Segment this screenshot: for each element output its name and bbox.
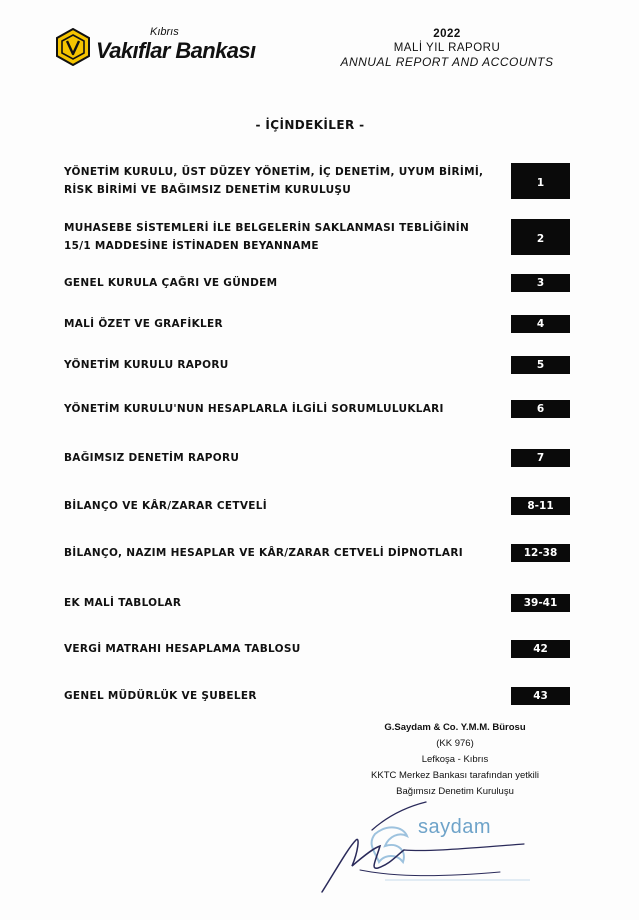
report-title-en: ANNUAL REPORT AND ACCOUNTS <box>340 55 554 69</box>
auditor-block <box>340 720 570 800</box>
toc-item-page: 6 <box>511 400 570 418</box>
toc-item-label: MUHASEBE SİSTEMLERİ İLE BELGELERİN SAKLANMASI TEBLİĞİNİN 15/1 MADDESİNE İSTİNADEN BEYANNAME <box>64 222 470 252</box>
toc-item-label: YÖNETİM KURULU, ÜST DÜZEY YÖNETİM, İÇ DENETİM, UYUM BİRİMİ, RİSK BİRİMİ VE BAĞIMSIZ DENETİM KURULUŞU <box>64 166 484 196</box>
toc-item-page: 43 <box>511 687 570 705</box>
brand-prefix: Kıbrıs <box>150 26 179 38</box>
toc-item-page: 3 <box>511 274 570 292</box>
bank-logo <box>54 26 294 72</box>
toc-item-page: 42 <box>511 640 570 658</box>
toc-item-label: EK MALİ TABLOLAR <box>64 597 182 609</box>
auditor-city: Lefkoşa - Kıbrıs <box>421 754 489 765</box>
report-header <box>317 28 577 69</box>
toc-item-label: BİLANÇO, NAZIM HESAPLAR VE KÂR/ZARAR CETVELİ DİPNOTLARI <box>64 547 463 559</box>
auditor-authorization: KKTC Merkez Bankası tarafından yetkili <box>371 770 539 781</box>
toc-item-label: GENEL MÜDÜRLÜK VE ŞUBELER <box>64 690 257 702</box>
brand-name: Vakıflar Bankası <box>96 38 256 63</box>
toc-item-page: 5 <box>511 356 570 374</box>
toc-item-label: MALİ ÖZET VE GRAFİKLER <box>64 318 223 330</box>
handwritten-signature-icon <box>300 800 540 900</box>
toc-item-page: 8-11 <box>511 497 570 515</box>
toc-item-label: BİLANÇO VE KÂR/ZARAR CETVELİ <box>64 500 267 512</box>
toc-item-label: YÖNETİM KURULU'NUN HESAPLARLA İLGİLİ SORUMLULUKLARI <box>64 403 444 415</box>
toc-item-page: 1 <box>511 163 570 199</box>
toc-item-page: 12-38 <box>511 544 570 562</box>
auditor-reg: (KK 976) <box>436 738 474 749</box>
toc-item-label: VERGİ MATRAHI HESAPLAMA TABLOSU <box>64 643 301 655</box>
toc-item-page: 2 <box>511 219 570 255</box>
toc-item-page: 4 <box>511 315 570 333</box>
report-year: 2022 <box>433 28 461 40</box>
stamp-name: saydam <box>418 816 492 838</box>
report-title-tr: MALİ YIL RAPORU <box>393 42 501 54</box>
toc-item-label: GENEL KURULA ÇAĞRI VE GÜNDEM <box>64 277 278 289</box>
toc-item-page: 39-41 <box>511 594 570 612</box>
vakiflar-v-logo-icon <box>54 28 92 66</box>
toc-item-page: 7 <box>511 449 570 467</box>
auditor-type: Bağımsız Denetim Kuruluşu <box>396 786 514 797</box>
auditor-firm: G.Saydam & Co. Y.M.M. Bürosu <box>384 722 526 733</box>
toc-title: - İÇİNDEKİLER - <box>255 118 365 132</box>
toc-item-label: YÖNETİM KURULU RAPORU <box>64 359 229 371</box>
toc-item-label: BAĞIMSIZ DENETİM RAPORU <box>64 452 240 464</box>
